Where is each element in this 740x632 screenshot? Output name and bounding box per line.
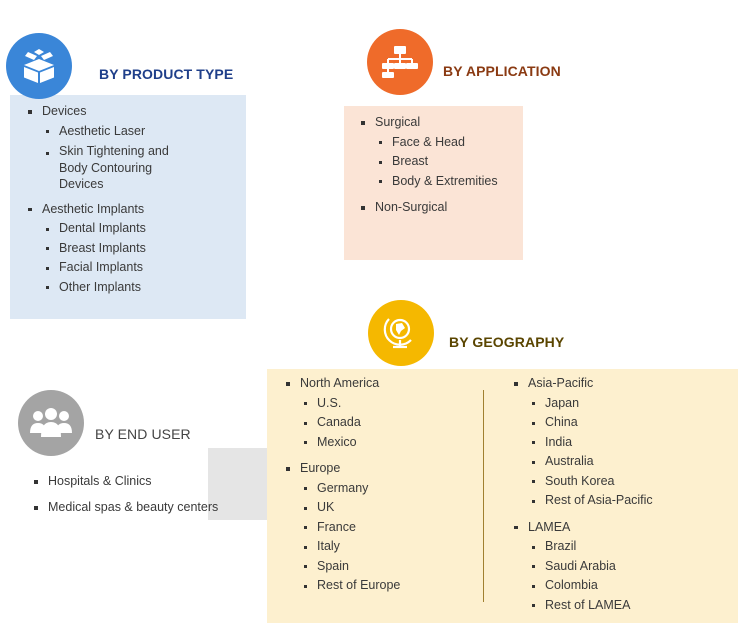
list-item: Other Implants	[42, 278, 235, 298]
list-item: Breast Implants	[42, 239, 235, 259]
group-label: Aesthetic Implants	[42, 201, 145, 216]
group-label: LAMEA	[528, 519, 571, 534]
list-item	[283, 459, 473, 596]
globe-icon	[382, 314, 420, 352]
application-list	[358, 113, 518, 218]
list-item: Facial Implants	[42, 258, 235, 278]
list-item	[25, 102, 235, 193]
list-item: Australia	[528, 452, 721, 472]
list-item: China	[528, 413, 721, 433]
list-item	[511, 518, 721, 616]
list-item: Face & Head	[375, 133, 518, 153]
list-item: Mexico	[300, 433, 473, 453]
end-user-list	[31, 472, 231, 517]
end-user-heading: BY END USER	[95, 426, 191, 442]
group-users-icon	[29, 407, 73, 439]
list-item: Brazil	[528, 537, 721, 557]
geography-heading: BY GEOGRAPHY	[449, 334, 565, 350]
group-label: Asia-Pacific	[528, 376, 594, 390]
list-item: Saudi Arabia	[528, 557, 721, 577]
group-label: Non-Surgical	[375, 200, 448, 214]
product-type-list	[25, 102, 235, 297]
org-chart-icon	[380, 45, 420, 79]
list-item: India	[528, 433, 721, 453]
application-circle	[367, 29, 433, 95]
geography-list-left	[283, 374, 473, 596]
product-type-heading: BY PRODUCT TYPE	[99, 66, 234, 82]
list-item: South Korea	[528, 472, 721, 492]
list-item: Italy	[300, 537, 473, 557]
geography-circle	[368, 300, 434, 366]
list-item: Canada	[300, 413, 473, 433]
list-item	[511, 374, 721, 511]
list-item: Dental Implants	[42, 219, 235, 239]
boxes-icon	[20, 48, 58, 84]
list-item: Rest of Asia-Pacific	[528, 491, 721, 511]
end-user-circle	[18, 390, 84, 456]
geography-list-right	[511, 374, 721, 615]
list-item: Breast	[375, 152, 518, 172]
list-item: Medical spas & beauty centers	[31, 498, 231, 517]
product-type-circle	[6, 33, 72, 99]
list-item: Skin Tightening and Body Contouring Devices	[42, 143, 169, 193]
list-item: France	[300, 518, 473, 538]
list-item: UK	[300, 498, 473, 518]
list-item: Hospitals & Clinics	[31, 472, 231, 491]
group-label: North America	[300, 376, 380, 390]
list-item: U.S.	[300, 394, 473, 414]
list-item	[358, 113, 518, 191]
list-item: Japan	[528, 394, 721, 414]
list-item: Rest of LAMEA	[528, 596, 721, 616]
list-item: Body & Extremities	[375, 172, 518, 192]
group-label: Europe	[300, 461, 341, 475]
list-item	[25, 200, 235, 298]
list-item: Spain	[300, 557, 473, 577]
group-label: Surgical	[375, 115, 421, 129]
list-item: Rest of Europe	[300, 576, 473, 596]
list-item	[283, 374, 473, 452]
application-heading: BY APPLICATION	[443, 63, 561, 79]
geography-divider	[483, 390, 484, 602]
list-item: Aesthetic Laser	[42, 122, 235, 142]
list-item: Colombia	[528, 576, 721, 596]
list-item	[358, 198, 518, 218]
group-label: Devices	[42, 104, 87, 118]
list-item: Germany	[300, 479, 473, 499]
